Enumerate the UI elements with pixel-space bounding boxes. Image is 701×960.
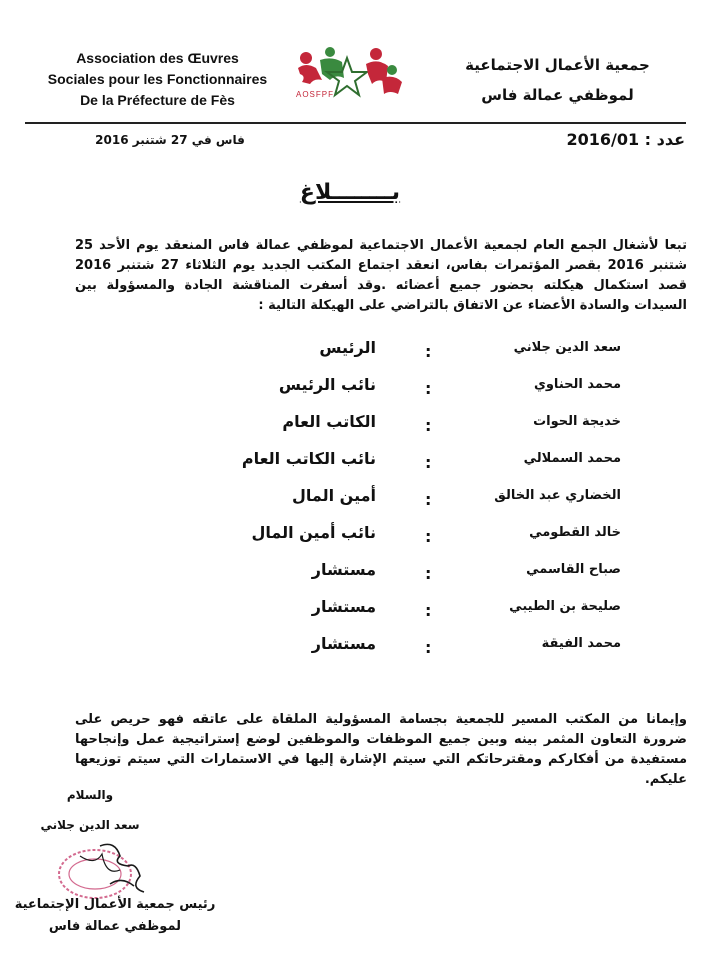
member-row	[0, 558, 701, 590]
member-colon: :	[425, 564, 432, 583]
fr-line-2: Sociales pour les Fonctionnaires	[47, 71, 268, 87]
member-colon: :	[425, 453, 432, 472]
member-role: الكاتب العام	[282, 412, 376, 431]
header-french	[40, 48, 275, 111]
member-colon: :	[425, 638, 432, 657]
logo-text: AOSFPF	[296, 90, 335, 99]
member-name: محمد الفيقة	[541, 636, 621, 651]
header-divider	[25, 122, 686, 124]
signature-title-line-2: لموظفي عمالة فاس	[48, 919, 182, 934]
header-arabic	[440, 50, 675, 110]
member-role: مستشار	[311, 597, 376, 616]
signature-title	[10, 894, 220, 938]
member-name: خديجة الحوات	[533, 414, 621, 429]
member-colon: :	[425, 601, 432, 620]
member-row	[0, 484, 701, 516]
intro-paragraph: تبعا لأشغال الجمع العام لجمعية الأعمال الاجتماعية لموظفي عمالة فاس المنعقد يوم الأحد 25 شتنبر 2016 بقصر المؤتمرات بفاس، انعقد اجتماع المكتب الجديد يوم الثلاثاء 27 شتنبر 2016 قصد استكمال هيكلته بحضور جميع أعضائه .وقد أسفرت المناقشة الجادة والمسؤولة بين السيدات والسادة الأعضاء عن الاتفاق بالتراضي على الهيكلة التالية :	[75, 238, 687, 313]
member-row	[0, 447, 701, 479]
member-row	[0, 521, 701, 553]
association-logo	[292, 44, 407, 106]
member-colon: :	[425, 527, 432, 546]
member-row	[0, 595, 701, 627]
page-title: بــــــــلاغ	[299, 180, 401, 205]
ar-line-2: لموظفي عمالة فاس	[481, 86, 634, 104]
document-number: عدد : 2016/01	[566, 130, 685, 149]
member-colon: :	[425, 490, 432, 509]
fr-line-3: De la Préfecture de Fès	[80, 92, 235, 108]
member-role: نائب أمين المال	[251, 523, 376, 542]
members-list	[0, 336, 701, 676]
member-name: خالد القطومي	[529, 525, 621, 540]
member-name: محمد الحناوي	[533, 377, 621, 392]
member-colon: :	[425, 379, 432, 398]
fr-line-1: Association des Œuvres	[76, 50, 239, 66]
member-role: نائب الكاتب العام	[241, 449, 376, 468]
member-role: أمين المال	[292, 486, 376, 505]
member-row	[0, 373, 701, 405]
member-role: مستشار	[311, 634, 376, 653]
member-role: الرئيس	[319, 338, 376, 357]
member-row	[0, 410, 701, 442]
member-name: محمد السملالي	[523, 451, 621, 466]
member-colon: :	[425, 416, 432, 435]
member-row	[0, 632, 701, 664]
ar-line-1: جمعية الأعمال الاجتماعية	[465, 56, 650, 74]
member-name: الخضاري عبد الخالق	[494, 488, 621, 503]
member-name: صليحة بن الطيبي	[509, 599, 621, 614]
member-row	[0, 336, 701, 368]
document-date: فاس في 27 شتنبر 2016	[95, 133, 245, 147]
signature-title-line-1: رئيس جمعية الأعمال الإجتماعية	[14, 897, 216, 912]
member-colon: :	[425, 342, 432, 361]
member-name: سعد الدين جلاني	[513, 340, 621, 355]
member-name: صباح القاسمي	[526, 562, 621, 577]
member-role: مستشار	[311, 560, 376, 579]
member-role: نائب الرئيس	[278, 375, 376, 394]
closing-paragraph: وإيمانا من المكتب المسير للجمعية بجسامة المسؤولية الملقاة على عاتقه فهو حريص على ضرورة التعاون المثمر بينه وبين جميع الموظفات والموظفين لوضع إستراتيجية عمل وإنجاحها مستفيدة من أفكاركم ومقترحاتكم التي سيتم الإشارة إليها في الاستمارات التي سيتم توزيعها عليكم.	[75, 712, 687, 787]
signatory-name: سعد الدين جلاني	[40, 818, 140, 832]
salutation: والسلام	[66, 788, 114, 802]
